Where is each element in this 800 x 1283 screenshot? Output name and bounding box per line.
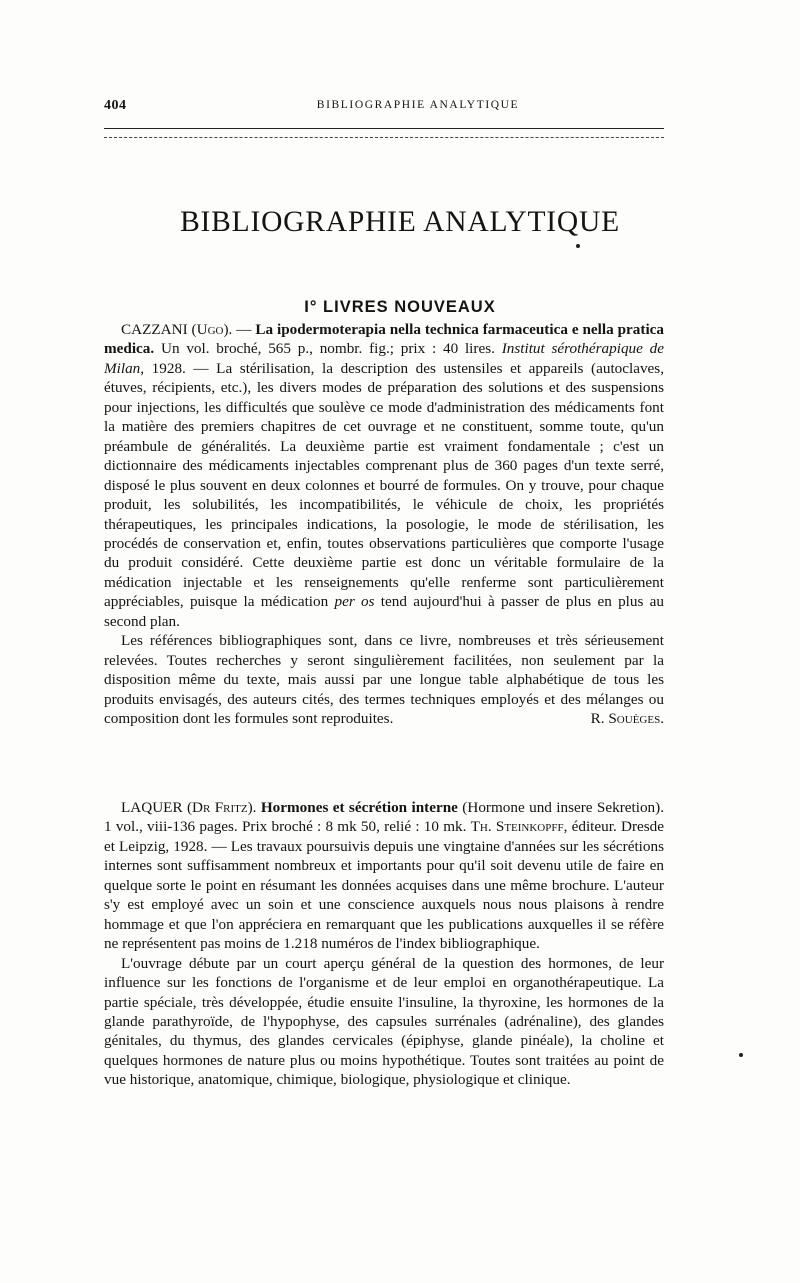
review-paragraph-2 <box>104 954 664 1090</box>
section-heading: I° LIVRES NOUVEAUX <box>304 297 496 316</box>
page-number: 404 <box>104 98 127 113</box>
running-title: BIBLIOGRAPHIE ANALYTIQUE <box>316 99 520 111</box>
review-text-2: Les références bibliographiques sont, dans ce livre, nombreuses et très sérieusement relevées. Toutes recherches y seront singulièrement facilitées, non seulement par la disposition même du texte, mais aussi par une longue table alphabétique de tous les produits envisagés, des auteurs cités, des termes techniques employés et des mélanges ou composition dont les formules sont reproduites. <box>104 632 664 728</box>
review-text: , 1928. — La stérilisation, la description des ustensiles et appareils (autoclaves, étuves, récipients, etc.), les divers modes de préparation des solutions et des suspensions pour injections, les difficultés que soulève ce mode d'administration des médicaments font la matière des premiers chapitres de cet ouvrage et ne constituent, somme toute, qu'un préambule de généralités. La deuxième partie est vraiment fondamentale ; c'est un dictionnaire des médicaments injectables comprenant plus de 360 pages d'un texte serré, disposé le plus souvent en deux colonnes et bourré de formules. On y trouve, pour chaque produit, les solubilités, les incompatibilités, le véhicule de choix, les propriétés thérapeutiques, les principales indications, la posologie, le mode de stérilisation, les procédés de conservation et, enfin, toutes observations particulières que comporte l'usage du produit considéré. Cette deuxième partie est donc un véritable formulaire de la médication injectable et les renseignements qu'elle renferme sont particulièrement appréciables, puisque la médication <box>104 359 664 611</box>
review-book-title: Hormones et sécrétion interne <box>260 799 458 816</box>
review-paragraph-2 <box>104 631 664 728</box>
review-publisher: Th. Steinkopff <box>470 818 564 836</box>
review-paragraph <box>104 798 664 954</box>
header-rule-dashed <box>104 137 664 138</box>
stray-dot-mark <box>576 244 580 248</box>
review-entry-laquer <box>104 798 664 1090</box>
review-author: LAQUER (Dr Fritz). <box>121 799 261 816</box>
review-details: Un vol. broché, 565 p., nombr. fig.; prix : 40 lires. <box>154 340 502 358</box>
review-details: (Hormone und insere Sekretion). 1 vol., viii-136 pages. Prix broché : 8 mk 50, relié : 10 mk. <box>104 799 664 836</box>
stray-dot-mark <box>739 1053 743 1057</box>
reviewer-signature: R. Souèges. <box>590 710 664 728</box>
review-text-end: tend aujourd'hui à passer de plus en plus au second plan. <box>104 593 665 630</box>
review-book-title: La ipodermoterapia nella technica farmaceutica e nella pratica medica. <box>104 321 664 358</box>
review-publisher: Institut sérothérapique de Milan <box>104 340 664 377</box>
review-text: , éditeur. Dresde et Leipzig, 1928. — Les travaux poursuivis depuis une vingtaine d'années sur les sécrétions internes sont suffisamment nombreux et importants pour qu'il soit devenu utile de faire en quelque sorte le point en résumant les données acquises dans une même brochure. L'auteur s'y est employé avec un soin et une conscience auxquels nous nous plaisons à rendre hommage et que l'on appréciera en remarquant que les publications auxquelles il se réfère ne représentent pas moins de 1.218 numéros de l'index bibliographique. <box>104 818 664 953</box>
header-rule <box>104 128 664 129</box>
review-entry-cazzani <box>104 320 664 729</box>
review-author: CAZZANI (Ugo). — <box>121 321 256 338</box>
page-title: BIBLIOGRAPHIE ANALYTIQUE <box>180 205 620 238</box>
review-paragraph <box>104 320 664 631</box>
review-latin-phrase: per os <box>334 593 375 611</box>
running-head <box>0 98 800 118</box>
review-text-2: L'ouvrage débute par un court aperçu général de la question des hormones, de leur influence sur les fonctions de l'organisme et de leur emploi en organothérapeutique. La partie spéciale, très développée, étudie ensuite l'insuline, la thyroxine, les hormones de la glande parathyroïde, de l'hypophyse, des capsules surrénales (adrénaline), des glandes génitales, du thymus, des glandes cervicales (épiphyse, glande pinéale), la choline et quelques hormones de nature plus ou moins hypothétique. Toutes sont traitées au point de vue historique, anatomique, chimique, biologique, physiologique et clinique. <box>104 954 664 1089</box>
